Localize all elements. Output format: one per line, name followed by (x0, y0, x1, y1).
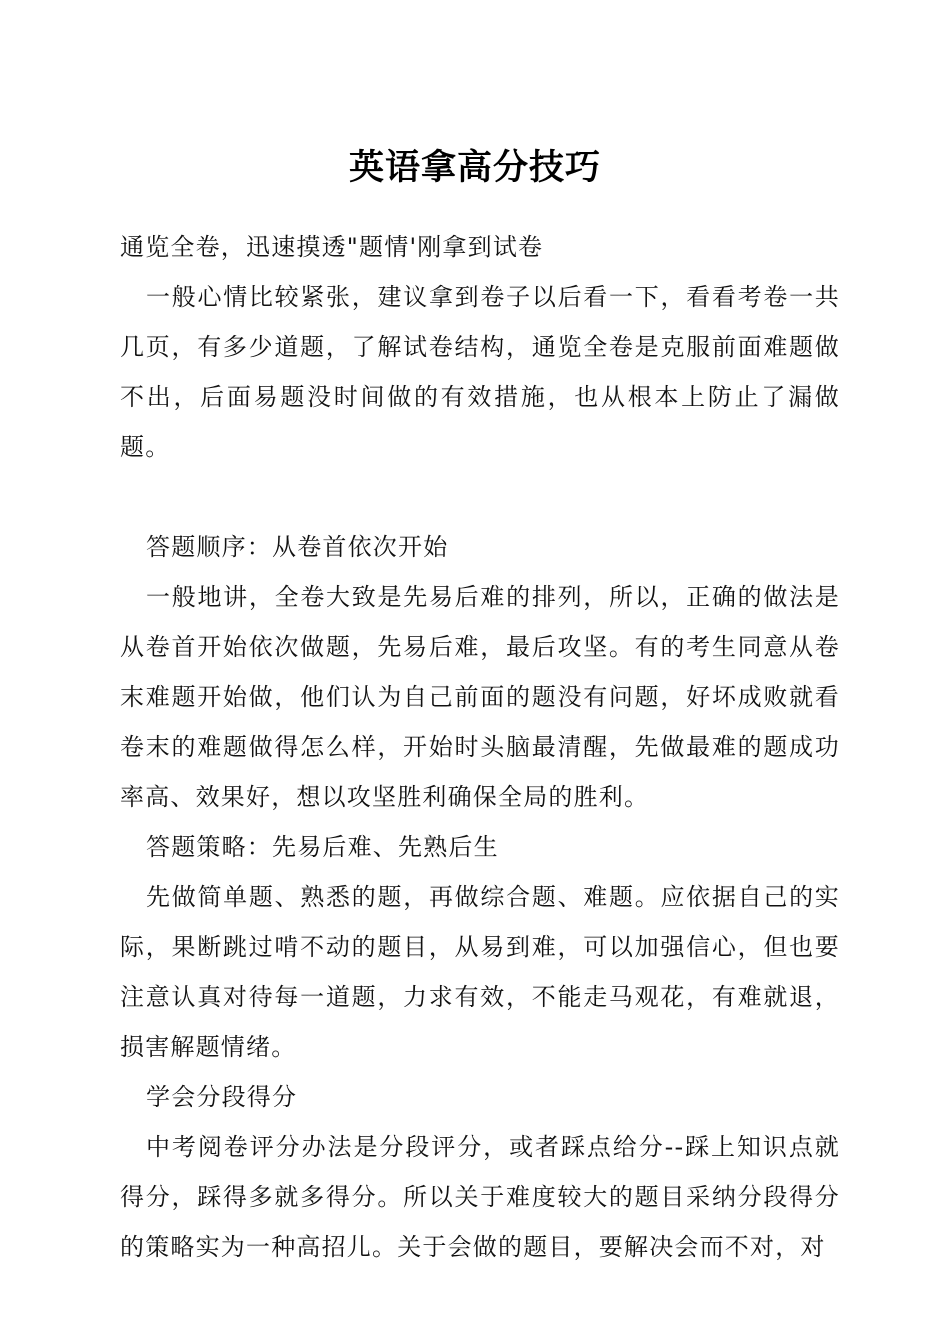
paragraph-heading-overview: 通览全卷，迅速摸透"题情'刚拿到试卷 (120, 233, 544, 261)
paragraph-overview: 一般心情比较紧张，建议拿到卷子以后看一下，看看考卷一共几页，有多少道题，了解试卷结构，通览全卷是克服前面难题做不出，后面易题没时间做的有效措施，也从根本上防止了漏做题。 (120, 283, 840, 461)
paragraph-heading-strategy: 答题策略：先易后难、先熟后生 (146, 833, 499, 861)
document-title: 英语拿高分技巧 (348, 147, 601, 188)
document-body (120, 222, 840, 1272)
paragraph-heading-order: 答题顺序：从卷首依次开始 (146, 533, 449, 561)
paragraph-strategy: 先做简单题、熟悉的题，再做综合题、难题。应依据自己的实际，果断跳过啃不动的题目，从易到难，可以加强信心，但也要注意认真对待每一道题，力求有效，不能走马观花，有难就退，损害解题情绪。 (120, 883, 840, 1061)
paragraph-heading-scoring: 学会分段得分 (146, 1083, 298, 1111)
paragraph-order: 一般地讲，全卷大致是先易后难的排列，所以，正确的做法是从卷首开始依次做题，先易后难，最后攻坚。有的考生同意从卷末难题开始做，他们认为自己前面的题没有问题，好坏成败就看卷末的难题做得怎么样，开始时头脑最清醒，先做最难的题成功率高、效果好，想以攻坚胜利确保全局的胜利。 (120, 583, 840, 811)
paragraph-scoring: 中考阅卷评分办法是分段评分，或者踩点给分--踩上知识点就得分，踩得多就多得分。所以关于难度较大的题目采纳分段得分的策略实为一种高招儿。关于会做的题目，要解决会而不对，对 (120, 1133, 840, 1261)
paragraph-spacer (120, 472, 840, 522)
